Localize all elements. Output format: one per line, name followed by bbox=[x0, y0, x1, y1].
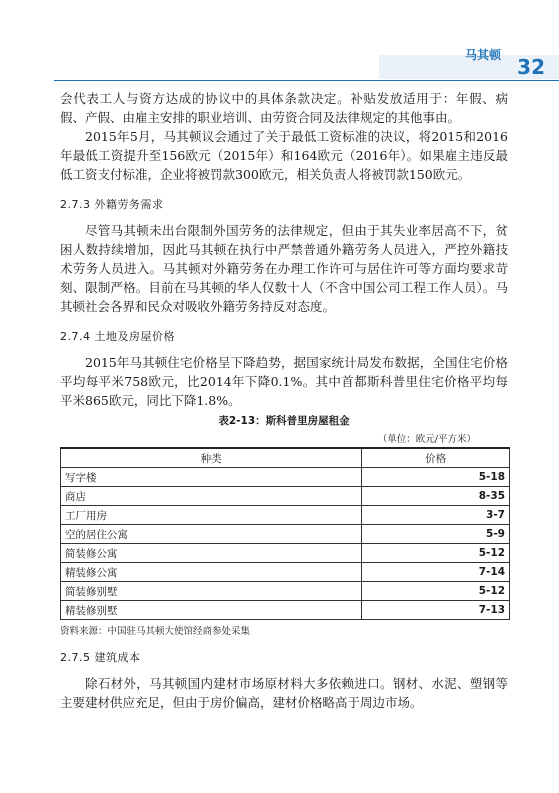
header-rule bbox=[54, 80, 559, 81]
section-heading-land-prices: 2.7.4 土地及房屋价格 bbox=[60, 330, 175, 343]
section-heading-construction-cost: 2.7.5 建筑成本 bbox=[60, 651, 141, 664]
cell-price: 7-13 bbox=[362, 601, 510, 620]
column-header-type: 种类 bbox=[61, 448, 362, 468]
cell-type: 工厂用房 bbox=[61, 506, 362, 525]
cell-price: 5-9 bbox=[362, 525, 510, 544]
page-content bbox=[60, 89, 508, 712]
column-header-price: 价格 bbox=[362, 448, 510, 468]
table-row bbox=[61, 468, 510, 487]
table-unit: （单位：欧元/平方米） bbox=[377, 434, 476, 445]
section-heading-foreign-labor: 2.7.3 外籍劳务需求 bbox=[60, 198, 164, 211]
rent-table bbox=[60, 447, 510, 620]
table-row bbox=[61, 525, 510, 544]
table-row bbox=[61, 563, 510, 582]
table-row bbox=[61, 506, 510, 525]
cell-price: 5-12 bbox=[362, 544, 510, 563]
cell-price: 5-18 bbox=[362, 468, 510, 487]
table-row bbox=[61, 601, 510, 620]
paragraph-land-prices: 2015年马其顿住宅价格呈下降趋势，据国家统计局发布数据，全国住宅价格平均每平米758欧元，比2014年下降0.1%。其中首都斯科普里住宅价格平均每平米865欧元，同比下降1.8%。 bbox=[60, 355, 508, 408]
table-row bbox=[61, 487, 510, 506]
cell-price: 3-7 bbox=[362, 506, 510, 525]
cell-type: 简装修别墅 bbox=[61, 582, 362, 601]
page-number: 32 bbox=[517, 55, 545, 79]
table-row bbox=[61, 582, 510, 601]
cell-type: 精装修别墅 bbox=[61, 601, 362, 620]
paragraph-allowance: 会代表工人与资方达成的协议中的具体条款决定。补贴发放适用于：年假、病假、产假、由雇主安排的职业培训、由劳资合同及法律规定的其他事由。 bbox=[60, 91, 508, 125]
paragraph-foreign-labor: 尽管马其顿未出台限制外国劳务的法律规定，但由于其失业率居高不下，贫困人数持续增加，因此马其顿在执行中严禁普通外籍劳务人员进入，严控外籍技术劳务人员进入。马其顿对外籍劳务在办理工作许可与居住许可等方面均要求苛刻、限制严格。目前在马其顿的华人仅数十人（不含中国公司工程工作人员）。马其顿社会各界和民众对吸收外籍劳务持反对态度。 bbox=[60, 223, 508, 314]
cell-price: 7-14 bbox=[362, 563, 510, 582]
cell-type: 写字楼 bbox=[61, 468, 362, 487]
table-row bbox=[61, 544, 510, 563]
table-source-note: 资料来源：中国驻马其顿大使馆经商参处采集 bbox=[60, 626, 251, 637]
table-caption: 表2-13：斯科普里房屋租金 bbox=[218, 415, 350, 427]
paragraph-construction-cost: 除石材外，马其顿国内建材市场原材料大多依赖进口。钢材、水泥、塑钢等主要建材供应充足，但由于房价偏高，建材价格略高于周边市场。 bbox=[60, 676, 508, 710]
cell-type: 精装修公寓 bbox=[61, 563, 362, 582]
cell-type: 空的居住公寓 bbox=[61, 525, 362, 544]
cell-price: 5-12 bbox=[362, 582, 510, 601]
cell-type: 简装修公寓 bbox=[61, 544, 362, 563]
cell-price: 8-35 bbox=[362, 487, 510, 506]
paragraph-minimum-wage: 2015年5月，马其顿议会通过了关于最低工资标准的决议，将2015和2016年最低工资提升至156欧元（2015年）和164欧元（2016年）。如果雇主违反最低工资支付标准，企业将被罚款300欧元，相关负责人将被罚款150欧元。 bbox=[60, 129, 508, 182]
cell-type: 商店 bbox=[61, 487, 362, 506]
running-header-title: 马其顿 bbox=[464, 48, 501, 62]
table-header-row bbox=[61, 448, 510, 468]
